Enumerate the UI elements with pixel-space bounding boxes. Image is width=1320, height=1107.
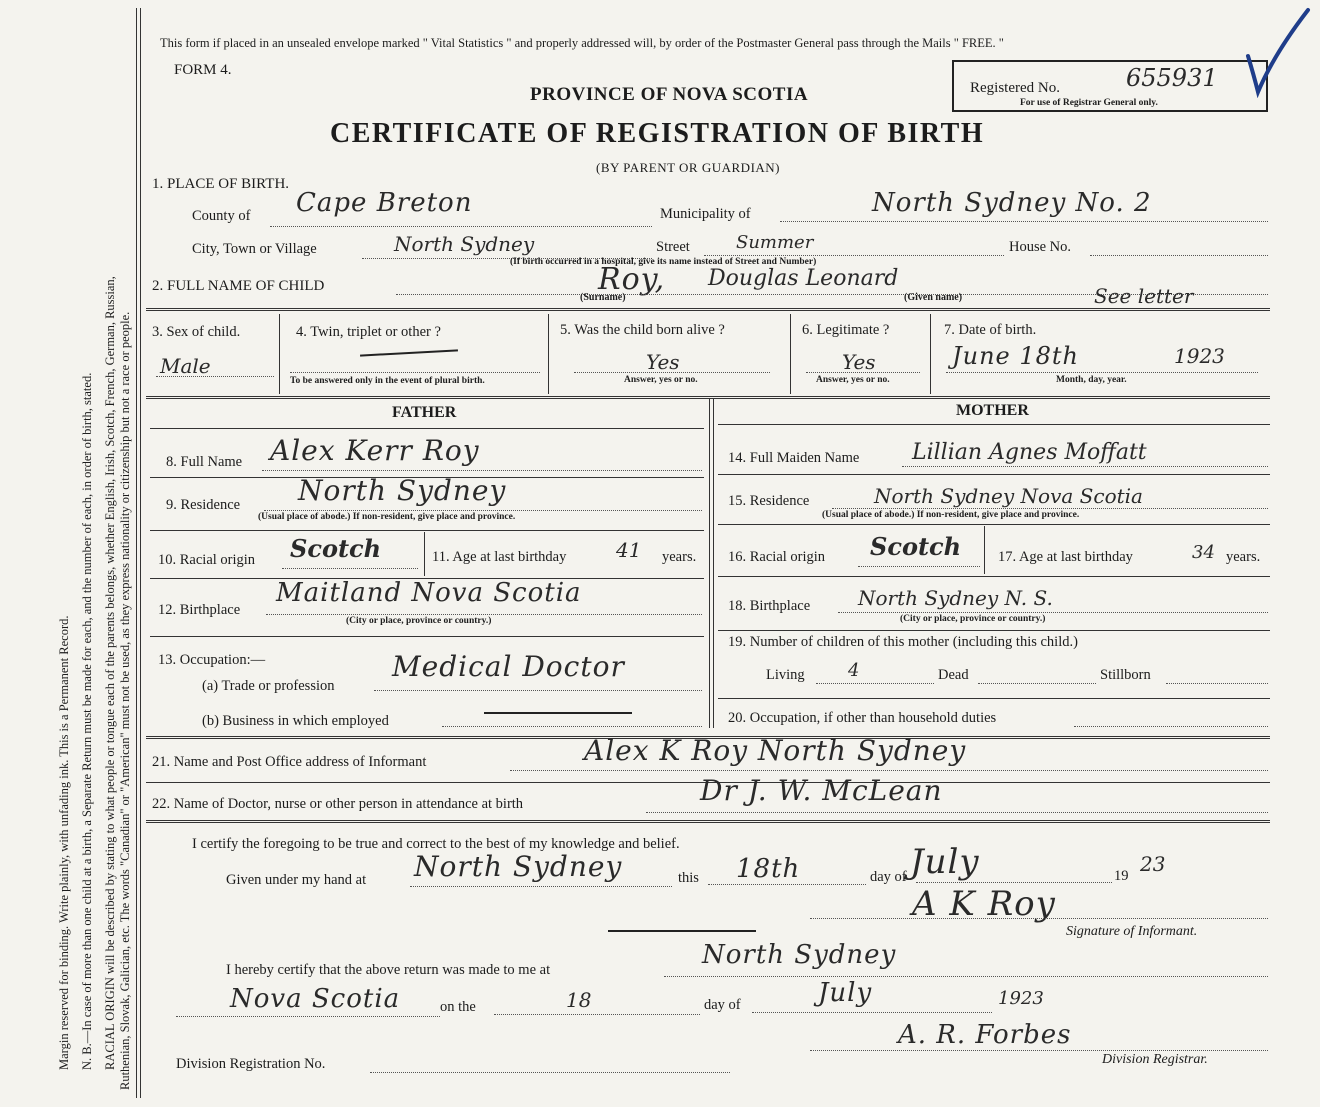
father-birthplace-label: 12. Birthplace [158, 602, 241, 618]
father-trade-value: Medical Doctor [392, 650, 625, 683]
legitimate-value: Yes [842, 350, 876, 374]
province-value: Nova Scotia [230, 984, 401, 1014]
month2-value: July [818, 978, 873, 1008]
registered-label: Registered No. [970, 80, 1060, 96]
dob-value: June 18th [952, 342, 1080, 370]
return-made-label: I hereby certify that the above return was made to me at [226, 962, 551, 978]
certificate-subtitle: (BY PARENT OR GUARDIAN) [596, 160, 781, 175]
mother-name-label: 14. Full Maiden Name [728, 450, 860, 466]
certify-statement: I certify the foregoing to be true and correct to the best of my knowledge and belief. [192, 836, 680, 852]
form-number: FORM 4. [174, 62, 232, 78]
on-the-label: on the [440, 999, 476, 1015]
registrar-note: For use of Registrar General only. [1020, 98, 1158, 108]
mother-residence-note: (Usual place of abode.) If non-resident, give place and province. [822, 510, 1080, 520]
day-of-label: day of [870, 869, 907, 885]
division-registration-no-label: Division Registration No. [176, 1056, 326, 1072]
father-heading: FATHER [392, 404, 457, 421]
mother-residence-label: 15. Residence [728, 493, 810, 509]
day-of-label-2: day of [704, 997, 741, 1013]
check-mark-icon [1244, 4, 1314, 98]
father-name-value: Alex Kerr Roy [270, 434, 480, 467]
see-letter-note: See letter [1094, 284, 1194, 308]
twin-note: To be answered only in the event of plural birth. [290, 376, 485, 386]
child-given-name: Douglas Leonard [708, 266, 899, 291]
mother-age-unit: years. [1226, 549, 1261, 565]
legitimate-label: 6. Legitimate ? [802, 322, 890, 338]
mail-notice: This form if placed in an unsealed envelope marked " Vital Statistics " and properly addressed will, by order of the Postmaster General pass through the Mails " FREE. " [160, 36, 1004, 50]
county-label: County of [192, 208, 251, 224]
city-label: City, Town or Village [192, 241, 317, 257]
dead-label: Dead [938, 667, 969, 683]
father-birthplace-note: (City or place, province or country.) [346, 616, 492, 626]
year-prefix: 19 [1114, 868, 1129, 884]
sex-label: 3. Sex of child. [152, 324, 241, 340]
house-number-label: House No. [1009, 239, 1072, 255]
father-name-label: 8. Full Name [166, 454, 243, 470]
this-label: this [678, 870, 699, 886]
city-value: North Sydney [394, 232, 535, 256]
year-value: 23 [1140, 852, 1166, 876]
registrar-signature: A. R. Forbes [898, 1020, 1072, 1050]
mother-birthplace-value: North Sydney N. S. [858, 586, 1053, 610]
margin-note-racial-origin-cont: Ruthenian, Slovak, Galician, etc. The words "Canadian" or "American" must not be used, as they express nationality or citizenship but not a race or people. [118, 311, 132, 1090]
father-residence-value: North Sydney [298, 474, 507, 507]
mother-birthplace-label: 18. Birthplace [728, 598, 811, 614]
division-registrar-label: Division Registrar. [1102, 1052, 1208, 1067]
margin-note-binding: Margin reserved for binding. Write plainly, with unfading ink. This is a Permanent Record. [57, 615, 71, 1070]
dob-label: 7. Date of birth. [944, 322, 1037, 338]
margin-note-racial-origin: RACIAL ORIGIN will be described by stating to what people or tongue each of the parents belongs, whether English, Irish, Scotch, French, German, Russian, [103, 276, 117, 1070]
given-under-hand-label: Given under my hand at [226, 872, 367, 888]
year2-value: 1923 [998, 988, 1044, 1009]
municipality-value: North Sydney No. 2 [872, 188, 1152, 218]
informant-value: Alex K Roy North Sydney [584, 734, 967, 767]
mother-racial-origin-label: 16. Racial origin [728, 549, 826, 565]
margin-rule-inner [140, 8, 141, 1098]
hospital-note: (If birth occurred in a hospital, give its name instead of Street and Number) [510, 257, 817, 267]
father-age-label: 11. Age at last birthday [432, 549, 567, 565]
mother-heading: MOTHER [956, 402, 1029, 419]
given-name-caption: (Given name) [904, 292, 963, 303]
living-value: 4 [848, 660, 860, 681]
father-business-label: (b) Business in which employed [202, 713, 389, 729]
certificate-title: CERTIFICATE OF REGISTRATION OF BIRTH [330, 118, 985, 149]
margin-note-multiple-births: N. B.—In case of more than one child at a birth, a Separate Return must be made for each, and the number of each, in order of birth, stated. [80, 372, 94, 1070]
father-residence-label: 9. Residence [166, 497, 241, 513]
informant-label: 21. Name and Post Office address of Informant [152, 754, 427, 770]
surname-caption: (Surname) [580, 292, 626, 303]
born-alive-label: 5. Was the child born alive ? [560, 322, 725, 338]
stillborn-label: Stillborn [1100, 667, 1151, 683]
informant-signature: A K Roy [912, 884, 1056, 924]
mother-occupation-label: 20. Occupation, if other than household duties [728, 710, 997, 726]
father-age-unit: years. [662, 549, 697, 565]
street-label: Street [656, 239, 690, 255]
mother-birthplace-note: (City or place, province or country.) [900, 614, 1046, 624]
father-racial-origin-value: Scotch [290, 534, 382, 563]
father-occupation-label: 13. Occupation:— [158, 652, 266, 668]
mother-children-label: 19. Number of children of this mother (including this child.) [728, 634, 1078, 650]
sex-value: Male [160, 354, 211, 378]
month-value: July [910, 842, 980, 882]
county-value: Cape Breton [296, 188, 473, 218]
on-day-value: 18 [566, 988, 592, 1012]
margin-rule [136, 8, 137, 1098]
place-of-birth-heading: 1. PLACE OF BIRTH. [152, 176, 290, 192]
given-place-value: North Sydney [414, 850, 623, 883]
mother-name-value: Lillian Agnes Moffatt [912, 440, 1147, 465]
mother-age-label: 17. Age at last birthday [998, 549, 1133, 565]
dob-note: Month, day, year. [1056, 375, 1127, 385]
mother-residence-value: North Sydney Nova Scotia [874, 484, 1143, 508]
twin-label: 4. Twin, triplet or other ? [296, 324, 441, 340]
father-age-value: 41 [616, 538, 642, 562]
mother-age-value: 34 [1192, 542, 1215, 563]
father-birthplace-value: Maitland Nova Scotia [276, 578, 582, 608]
signature-of-informant-label: Signature of Informant. [1066, 924, 1198, 939]
child-name-label: 2. FULL NAME OF CHILD [152, 278, 325, 294]
mother-racial-origin-value: Scotch [870, 532, 962, 561]
doctor-value: Dr J. W. McLean [700, 774, 943, 807]
province-title: PROVINCE OF NOVA SCOTIA [530, 84, 809, 105]
father-trade-label: (a) Trade or profession [202, 678, 335, 694]
municipality-label: Municipality of [660, 206, 751, 222]
street-value: Summer [736, 232, 814, 253]
legitimate-note: Answer, yes or no. [816, 375, 890, 385]
father-racial-origin-label: 10. Racial origin [158, 552, 256, 568]
born-alive-note: Answer, yes or no. [624, 375, 698, 385]
day-value: 18th [736, 854, 801, 884]
born-alive-value: Yes [646, 350, 680, 374]
father-residence-note: (Usual place of abode.) If non-resident, give place and province. [258, 512, 516, 522]
return-place-value: North Sydney [702, 940, 897, 970]
doctor-label: 22. Name of Doctor, nurse or other person in attendance at birth [152, 796, 524, 812]
registered-box [952, 60, 1268, 112]
living-label: Living [766, 667, 805, 683]
registered-number: 655931 [1126, 64, 1218, 92]
dob-year: 1923 [1174, 344, 1225, 368]
child-surname: Roy, [598, 262, 666, 297]
